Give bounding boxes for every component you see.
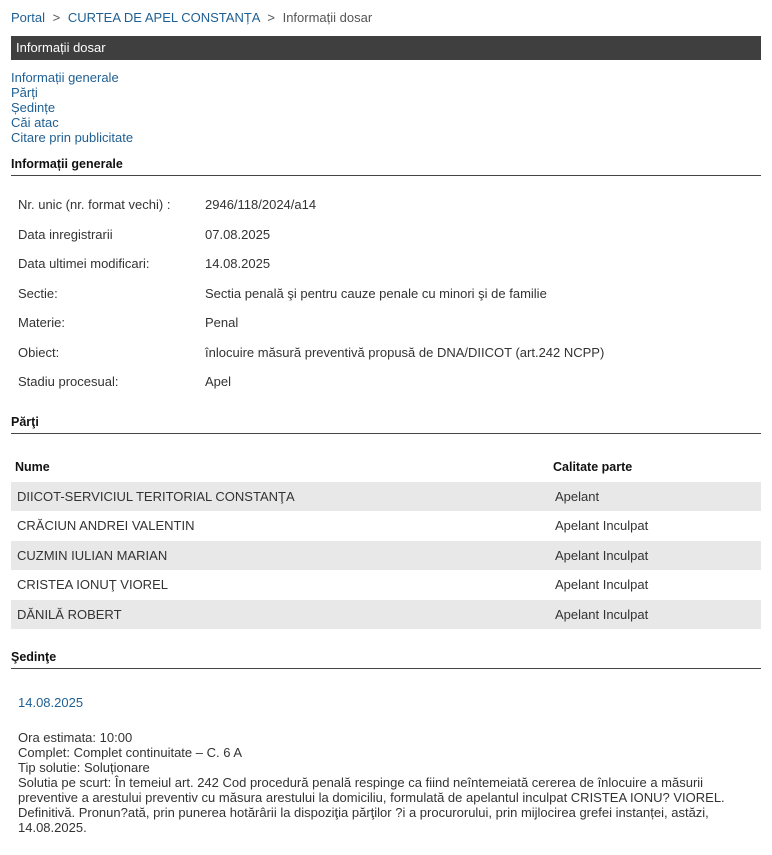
toc-link-parti[interactable]: Părți <box>11 85 38 100</box>
toc-link-cai-atac[interactable]: Căi atac <box>11 115 59 130</box>
info-row <box>11 338 761 368</box>
column-header-nume: Nume <box>15 459 50 474</box>
breadcrumb-separator: > <box>267 10 275 25</box>
toc-link-citare[interactable]: Citare prin publicitate <box>11 130 134 145</box>
info-value: 14.08.2025 <box>205 256 271 272</box>
party-name: CUZMIN IULIAN MARIAN <box>17 547 168 563</box>
party-name: CRISTEA IONUŢ VIOREL <box>17 577 168 593</box>
table-row <box>11 570 761 600</box>
info-label: Obiect: <box>18 344 60 360</box>
section-title-parti: Părţi <box>11 415 761 434</box>
parti-table-header <box>11 452 761 482</box>
breadcrumb-separator: > <box>52 10 61 25</box>
page <box>11 0 761 835</box>
section-title-sedinte: Şedinţe <box>11 650 761 669</box>
party-role: Apelant Inculpat <box>555 606 649 622</box>
info-label: Materie: <box>18 315 65 331</box>
table-row <box>11 600 761 630</box>
info-value: Penal <box>205 315 239 331</box>
breadcrumb <box>11 0 761 32</box>
breadcrumb-court-link[interactable]: CURTEA DE APEL CONSTANȚA <box>67 10 260 25</box>
info-value: înlocuire măsură preventivă propusă de DNA/DIICOT (art.242 NCPP) <box>205 344 605 360</box>
party-name: DĂNILĂ ROBERT <box>17 606 122 622</box>
info-label: Sectie: <box>18 285 58 301</box>
hearing-time: Ora estimata: 10:00 <box>18 730 133 745</box>
party-role: Apelant Inculpat <box>555 577 649 593</box>
table-row <box>11 511 761 541</box>
toc-link-sedinte[interactable]: Ședințe <box>11 100 56 115</box>
info-label: Stadiu procesual: <box>18 374 119 390</box>
party-role: Apelant Inculpat <box>555 518 649 534</box>
page-title-bar <box>11 36 761 60</box>
info-row <box>11 279 761 309</box>
hearing-date: 14.08.2025 <box>18 695 84 710</box>
hearing-solution-type: Tip solutie: Soluționare <box>18 760 150 775</box>
hearing-panel: Complet: Complet continuitate – C. 6 A <box>18 745 243 760</box>
info-label: Data ultimei modificari: <box>18 256 150 272</box>
table-row <box>11 482 761 512</box>
table-of-contents <box>11 70 761 145</box>
table-row <box>11 541 761 571</box>
info-value: 07.08.2025 <box>205 226 271 242</box>
party-role: Apelant Inculpat <box>555 547 649 563</box>
info-row <box>11 367 761 397</box>
party-role: Apelant <box>555 488 600 504</box>
hearing-details <box>11 730 761 835</box>
page-title: Informații dosar <box>16 40 106 55</box>
column-header-calitate: Calitate parte <box>553 459 633 474</box>
breadcrumb-portal-link[interactable]: Portal <box>11 10 45 25</box>
hearing-solution-summary: Solutia pe scurt: În temeiul art. 242 Cod procedură penală respinge ca fiind neîntemeiată cererea de înlocuire a măsurii preventive a arestului preventiv cu măsura arestului la domiciliu, formulată de apelantul inculpat CRISTEA IONU? VIOREL. Definitivă. Pronun?ată, prin punerea hotărârii la dispoziţia părţilor ?i a procurorului, prin mijlocirea grefei instanței, astăzi, 14.08.2025. <box>18 775 725 835</box>
info-value: Apel <box>205 374 232 390</box>
party-name: DIICOT-SERVICIUL TERITORIAL CONSTANŢA <box>17 488 295 504</box>
info-row <box>11 308 761 338</box>
party-name: CRĂCIUN ANDREI VALENTIN <box>17 518 195 534</box>
info-value: 2946/118/2024/a14 <box>205 197 317 213</box>
general-info-table <box>11 190 761 397</box>
info-row <box>11 249 761 279</box>
breadcrumb-current: Informații dosar <box>282 10 373 25</box>
toc-link-informatii-generale[interactable]: Informații generale <box>11 70 119 85</box>
info-label: Nr. unic (nr. format vechi) : <box>18 197 171 213</box>
info-row <box>11 190 761 220</box>
info-row <box>11 220 761 250</box>
parti-table-body <box>11 482 761 630</box>
info-value: Sectia penală şi pentru cauze penale cu minori şi de familie <box>205 285 547 301</box>
info-label: Data inregistrarii <box>18 226 113 242</box>
section-title-general: Informații generale <box>11 157 761 176</box>
